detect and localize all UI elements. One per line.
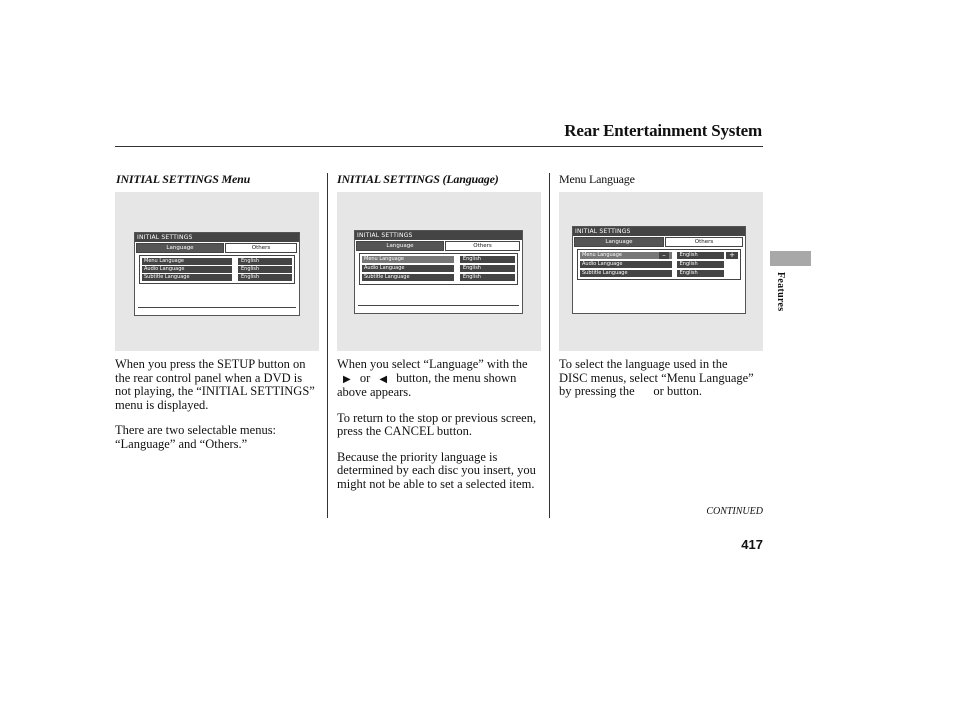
- paragraph: Because the priority language is determined by each disc you insert, you might not be able to set a selected item.: [337, 449, 536, 491]
- paragraph: To select the language used in the DISC menus, select “Menu Language” by pressing the or button.: [559, 357, 757, 398]
- column-divider: [327, 173, 328, 518]
- paragraph: To return to the stop or previous screen, press the CANCEL button.: [337, 410, 537, 438]
- plus-icon: +: [726, 252, 738, 259]
- minus-icon: –: [659, 252, 669, 259]
- tab-language: Language: [136, 243, 224, 253]
- list-item: Menu Language English: [362, 256, 515, 263]
- column-text: [115, 358, 320, 463]
- list-item: Menu Language – English +: [580, 252, 738, 259]
- section-tab-marker: [770, 251, 811, 266]
- screen-title: INITIAL SETTINGS: [573, 227, 745, 236]
- right-arrow-icon: ▶: [343, 373, 351, 385]
- column-heading: Menu Language: [559, 172, 635, 186]
- screen-bottom-bar: [358, 305, 519, 306]
- tab-language: Language: [356, 241, 444, 251]
- paragraph: When you press the SETUP button on the rear control panel when a DVD is not playing, the “INITIAL SETTINGS” menu is displayed.: [115, 357, 315, 412]
- screen-display: [354, 230, 523, 314]
- screen-title: INITIAL SETTINGS: [355, 231, 522, 240]
- settings-list: [577, 249, 741, 280]
- page-title: Rear Entertainment System: [564, 121, 762, 140]
- list-item: Audio Language English: [580, 261, 738, 268]
- settings-list: [139, 255, 295, 284]
- column-divider: [549, 173, 550, 518]
- screen-title: INITIAL SETTINGS: [135, 233, 299, 242]
- screenshot-language-settings: [337, 192, 541, 351]
- list-item: Subtitle Language English: [362, 274, 515, 281]
- screen-bottom-bar: [138, 307, 296, 308]
- tab-others: Others: [445, 241, 520, 251]
- left-arrow-icon: ◀: [379, 373, 388, 385]
- paragraph: There are two selectable menus: “Language” and “Others.”: [115, 423, 277, 451]
- column-heading: INITIAL SETTINGS (Language): [337, 172, 499, 186]
- column-text: [559, 358, 759, 411]
- screen-display: [572, 226, 746, 314]
- list-item: Audio Language English: [362, 265, 515, 272]
- column-text: [337, 358, 542, 503]
- list-item: Audio Language English: [142, 266, 292, 273]
- column-heading: INITIAL SETTINGS Menu: [116, 172, 251, 186]
- section-tab-label: Features: [775, 272, 786, 312]
- screenshot-menu-language: [559, 192, 763, 351]
- settings-list: [359, 253, 518, 285]
- header-rule: [115, 146, 763, 147]
- continued-label: CONTINUED: [706, 506, 763, 517]
- list-item: Subtitle Language English: [142, 274, 292, 281]
- page-number: 417: [741, 537, 763, 552]
- list-item: Subtitle Language English: [580, 270, 738, 277]
- screen-display: [134, 232, 300, 316]
- tab-others: Others: [225, 243, 297, 253]
- paragraph: When you select “Language” with the ▶ or ◀ button, the menu shown above appears.: [337, 357, 528, 399]
- screenshot-initial-settings: [115, 192, 319, 351]
- tab-language: Language: [574, 237, 664, 247]
- list-item: Menu Language English: [142, 258, 292, 265]
- tab-others: Others: [665, 237, 743, 247]
